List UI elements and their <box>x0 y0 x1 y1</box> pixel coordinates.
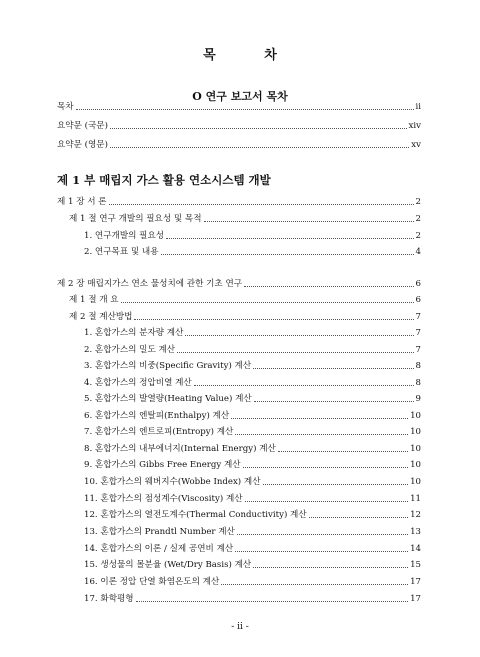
toc-entry-label: 요약문 (영문) <box>57 140 108 150</box>
toc-entry-label: 3. 혼합가스의 비중(Specific Gravity) 계산 <box>84 361 252 371</box>
toc-leader-dots <box>237 533 408 535</box>
toc-entry-page: 2 <box>415 197 421 207</box>
toc-entry <box>84 246 421 258</box>
toc-entry-label: 1. 혼합가스의 분자량 계산 <box>84 328 184 338</box>
page-title: 목 차 <box>203 48 299 63</box>
toc-leader-dots <box>245 500 409 502</box>
page-number-footer: - ii - <box>231 622 249 632</box>
toc-entry-page: 4 <box>415 247 421 257</box>
toc-entry <box>57 196 421 208</box>
toc-leader-dots <box>253 566 408 568</box>
toc-entry-label: 10. 혼합가스의 웨버지수(Wobbe Index) 계산 <box>84 477 261 487</box>
toc-entry <box>84 360 421 372</box>
toc-entry <box>84 230 421 242</box>
toc-leader-dots <box>263 483 409 485</box>
toc-entry-label: 제 2 장 매립지가스 연소 물성치에 관한 기초 연구 <box>57 279 243 289</box>
toc-leader-dots <box>204 220 414 222</box>
toc-entry <box>84 327 421 339</box>
toc-leader-dots <box>166 237 413 239</box>
toc-entry <box>57 101 421 113</box>
toc-entry <box>84 576 421 588</box>
toc-entry-label: 16. 이론 정압 단열 화염온도의 계산 <box>84 577 220 587</box>
toc-leader-dots <box>136 600 408 602</box>
toc-entry-page: xv <box>411 140 421 150</box>
toc-entry-label: 제 1 장 서 론 <box>57 197 107 207</box>
toc-leader-dots <box>253 367 413 369</box>
toc-entry-page: xiv <box>408 121 421 131</box>
toc-leader-dots <box>185 334 413 336</box>
toc-entry-label: 제 1 절 연구 개발의 필요성 및 목적 <box>69 214 202 224</box>
toc-entry-page: 10 <box>410 477 421 487</box>
toc-leader-dots <box>76 108 414 110</box>
toc-entry-label: 8. 혼합가스의 내부에너지(Internal Energy) 계산 <box>84 444 276 454</box>
toc-leader-dots <box>235 433 408 435</box>
toc-leader-dots <box>161 253 414 255</box>
toc-entry-label: 13. 혼합가스의 Prandtl Number 계산 <box>84 527 235 537</box>
toc-entry <box>69 213 421 225</box>
toc-entry-page: 7 <box>415 345 421 355</box>
toc-entry-label: 2. 연구목표 및 내용 <box>84 247 159 257</box>
toc-entry-label: 9. 혼합가스의 Gibbs Free Energy 계산 <box>84 460 241 470</box>
toc-entry-page: 11 <box>410 494 421 504</box>
toc-entry-label: 5. 혼합가스의 발열량(Heating Value) 계산 <box>84 394 252 404</box>
toc-leader-dots <box>134 318 413 320</box>
toc-entry-page: 8 <box>415 378 421 388</box>
toc-leader-dots <box>177 351 413 353</box>
toc-leader-dots <box>110 127 407 129</box>
toc-entry <box>84 593 421 605</box>
toc-entry-page: 8 <box>415 361 421 371</box>
toc-entry <box>84 509 421 521</box>
toc-entry-page: 12 <box>410 510 421 520</box>
toc-entry-label: 요약문 (국문) <box>57 121 108 131</box>
toc-entry-page: 10 <box>410 411 421 421</box>
toc-leader-dots <box>235 550 408 552</box>
toc-entry <box>84 410 421 422</box>
part-title: 제 1 부 매립지 가스 활용 연소시스템 개발 <box>57 173 271 187</box>
toc-entry-page: 6 <box>415 279 421 289</box>
toc-entry-label: 1. 연구개발의 필요성 <box>84 231 165 241</box>
toc-entry-page: 15 <box>410 560 421 570</box>
toc-entry <box>84 344 421 356</box>
toc-entry <box>69 311 421 323</box>
toc-leader-dots <box>109 203 414 205</box>
toc-entry <box>84 493 421 505</box>
toc-entry-page: 9 <box>415 394 421 404</box>
toc-leader-dots <box>110 146 409 148</box>
toc-leader-dots <box>221 583 408 585</box>
toc-entry-label: 제 2 절 계산방법 <box>69 312 133 322</box>
toc-entry-page: 10 <box>410 444 421 454</box>
toc-entry-label: 제 1 절 개 요 <box>69 295 119 305</box>
toc-entry-label: 17. 화학평형 <box>84 594 134 604</box>
toc-entry-page: 2 <box>415 231 421 241</box>
toc-leader-dots <box>194 384 414 386</box>
toc-entry <box>84 426 421 438</box>
toc-leader-dots <box>231 417 408 419</box>
toc-entry-label: 14. 혼합가스의 이론 / 실제 공연비 계산 <box>84 544 234 554</box>
toc-entry-page: 14 <box>410 544 421 554</box>
toc-entry <box>84 393 421 405</box>
toc-entry-page: 13 <box>410 527 421 537</box>
toc-entry-label: 2. 혼합가스의 밀도 계산 <box>84 345 176 355</box>
toc-entry <box>84 526 421 538</box>
toc-entry-page: 10 <box>410 460 421 470</box>
toc-entry <box>84 377 421 389</box>
section-title: O 연구 보고서 목차 <box>192 90 288 103</box>
toc-entry-label: 11. 혼합가스의 점성계수(Viscosity) 계산 <box>84 494 243 504</box>
toc-entry-label: 7. 혼합가스의 엔트로피(Entropy) 계산 <box>84 427 234 437</box>
toc-entry <box>84 543 421 555</box>
toc-entry-page: 10 <box>410 427 421 437</box>
toc-entry-page: 7 <box>415 328 421 338</box>
toc-leader-dots <box>243 466 408 468</box>
toc-entry-label: 6. 혼합가스의 엔탈피(Enthalpy) 계산 <box>84 411 230 421</box>
toc-leader-dots <box>244 285 413 287</box>
toc-entry-page: 6 <box>415 295 421 305</box>
toc-entry <box>57 139 421 151</box>
toc-entry <box>57 120 421 132</box>
toc-entry <box>84 559 421 571</box>
toc-entry <box>84 443 421 455</box>
toc-entry-page: 17 <box>410 577 421 587</box>
toc-entry-page: 7 <box>415 312 421 322</box>
toc-entry-label: 4. 혼합가스의 정압비열 계산 <box>84 378 192 388</box>
toc-entry <box>69 294 421 306</box>
toc-leader-dots <box>309 516 408 518</box>
toc-entry-page: 2 <box>415 214 421 224</box>
toc-leader-dots <box>254 400 414 402</box>
toc-entry <box>84 476 421 488</box>
toc-leader-dots <box>278 450 408 452</box>
toc-entry-label: 12. 혼합가스의 열전도계수(Thermal Conductivity) 계산 <box>84 510 307 520</box>
toc-entry-page: ii <box>415 102 421 112</box>
toc-entry-label: 목차 <box>57 102 74 112</box>
toc-entry-page: 17 <box>410 594 421 604</box>
toc-entry <box>84 459 421 471</box>
toc-entry <box>57 278 421 290</box>
toc-leader-dots <box>121 301 414 303</box>
toc-entry-label: 15. 생성물의 몰분율 (Wet/Dry Basis) 계산 <box>84 560 252 570</box>
